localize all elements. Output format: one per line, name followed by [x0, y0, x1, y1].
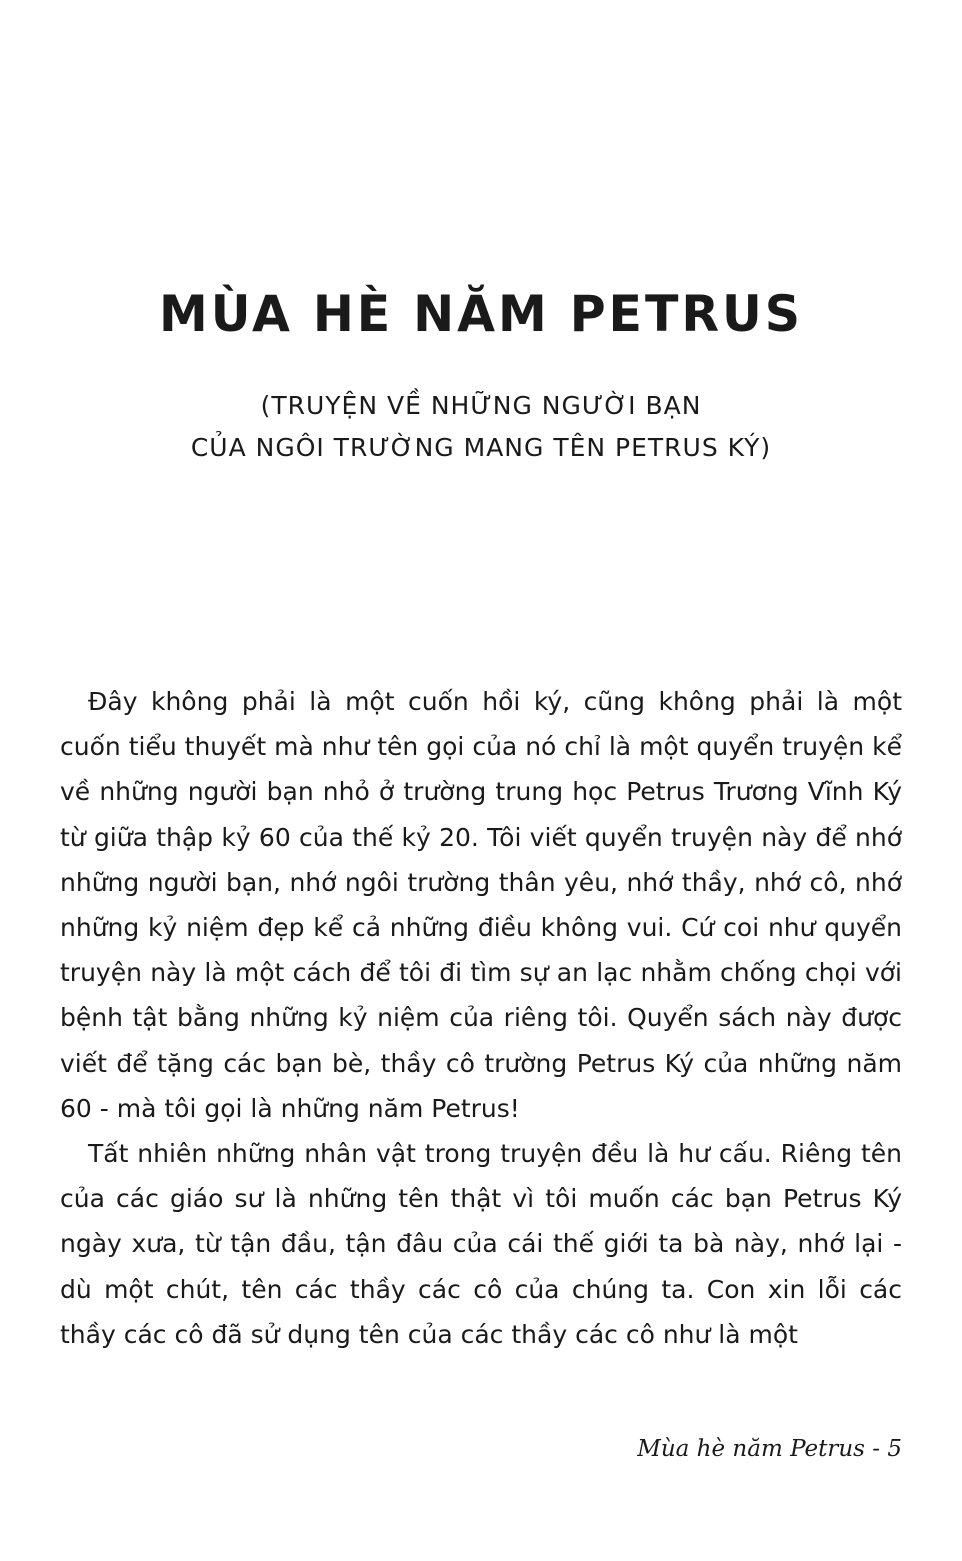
body-text [60, 679, 902, 1357]
subtitle-line-1: (TRUYỆN VỀ NHỮNG NGƯỜI BẠN [260, 391, 702, 420]
paragraph-2: Tất nhiên những nhân vật trong truyện đều là hư cấu. Riêng tên của các giáo sư là những tên thật vì tôi muốn các bạn Petrus Ký ngày xưa, từ tận đầu, tận đâu của cái thế giới ta bà này, nhớ lại - dù một chút, tên các thầy các cô của chúng ta. Con xin lỗi các thầy các cô đã sử dụng tên của các thầy các cô như là một [60, 1139, 902, 1349]
running-footer: Mùa hè năm Petrus - 5 [637, 1436, 902, 1462]
paragraph-1: Đây không phải là một cuốn hồi ký, cũng không phải là một cuốn tiểu thuyết mà như tên gọi của nó chỉ là một quyển truyện kể về những người bạn nhỏ ở trường trung học Petrus Trương Vĩnh Ký từ giữa thập kỷ 60 của thế kỷ 20. Tôi viết quyển truyện này để nhớ những người bạn, nhớ ngôi trường thân yêu, nhớ thầy, nhớ cô, nhớ những kỷ niệm đẹp kể cả những điều không vui. Cứ coi như quyển truyện này là một cách để tôi đi tìm sự an lạc nhằm chống chọi với bệnh tật bằng những kỷ niệm của riêng tôi. Quyển sách này được viết để tặng các bạn bè, thầy cô trường Petrus Ký của những năm 60 - mà tôi gọi là những năm Petrus! [60, 687, 902, 1123]
chapter-title: MÙA HÈ NĂM PETRUS [159, 285, 803, 343]
subtitle-line-2: CỦA NGÔI TRƯỜNG MANG TÊN PETRUS KÝ) [190, 433, 772, 462]
